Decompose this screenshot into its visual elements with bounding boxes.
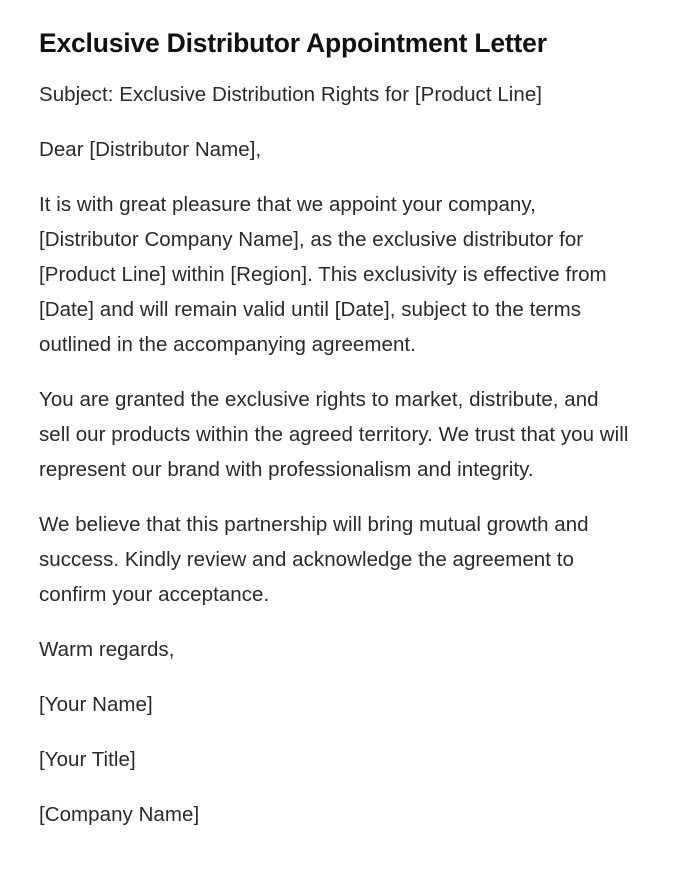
letter-body [39, 77, 635, 832]
paragraph-rights: You are granted the exclusive rights to market, distribute, and sell our products within the agreed territory. We trust that you will represent our brand with professionalism and integrity. [39, 388, 629, 481]
signature-title: [Your Title] [39, 748, 136, 771]
subject-line: Subject: Exclusive Distribution Rights for [Product Line] [39, 83, 543, 106]
paragraph-partnership: We believe that this partnership will bring mutual growth and success. Kindly review and acknowledge the agreement to confirm your acceptance. [39, 513, 589, 606]
page-title: Exclusive Distributor Appointment Letter [39, 28, 547, 58]
salutation: Dear [Distributor Name], [39, 138, 262, 161]
signature-company: [Company Name] [39, 803, 200, 826]
signature-name: [Your Name] [39, 693, 153, 716]
paragraph-appointment: It is with great pleasure that we appoint your company, [Distributor Company Name], as the exclusive distributor for [Product Line] within [Region]. This exclusivity is effective from [Date] and will remain valid until [Date], subject to the terms outlined in the accompanying agreement. [39, 193, 607, 356]
closing: Warm regards, [39, 638, 175, 661]
